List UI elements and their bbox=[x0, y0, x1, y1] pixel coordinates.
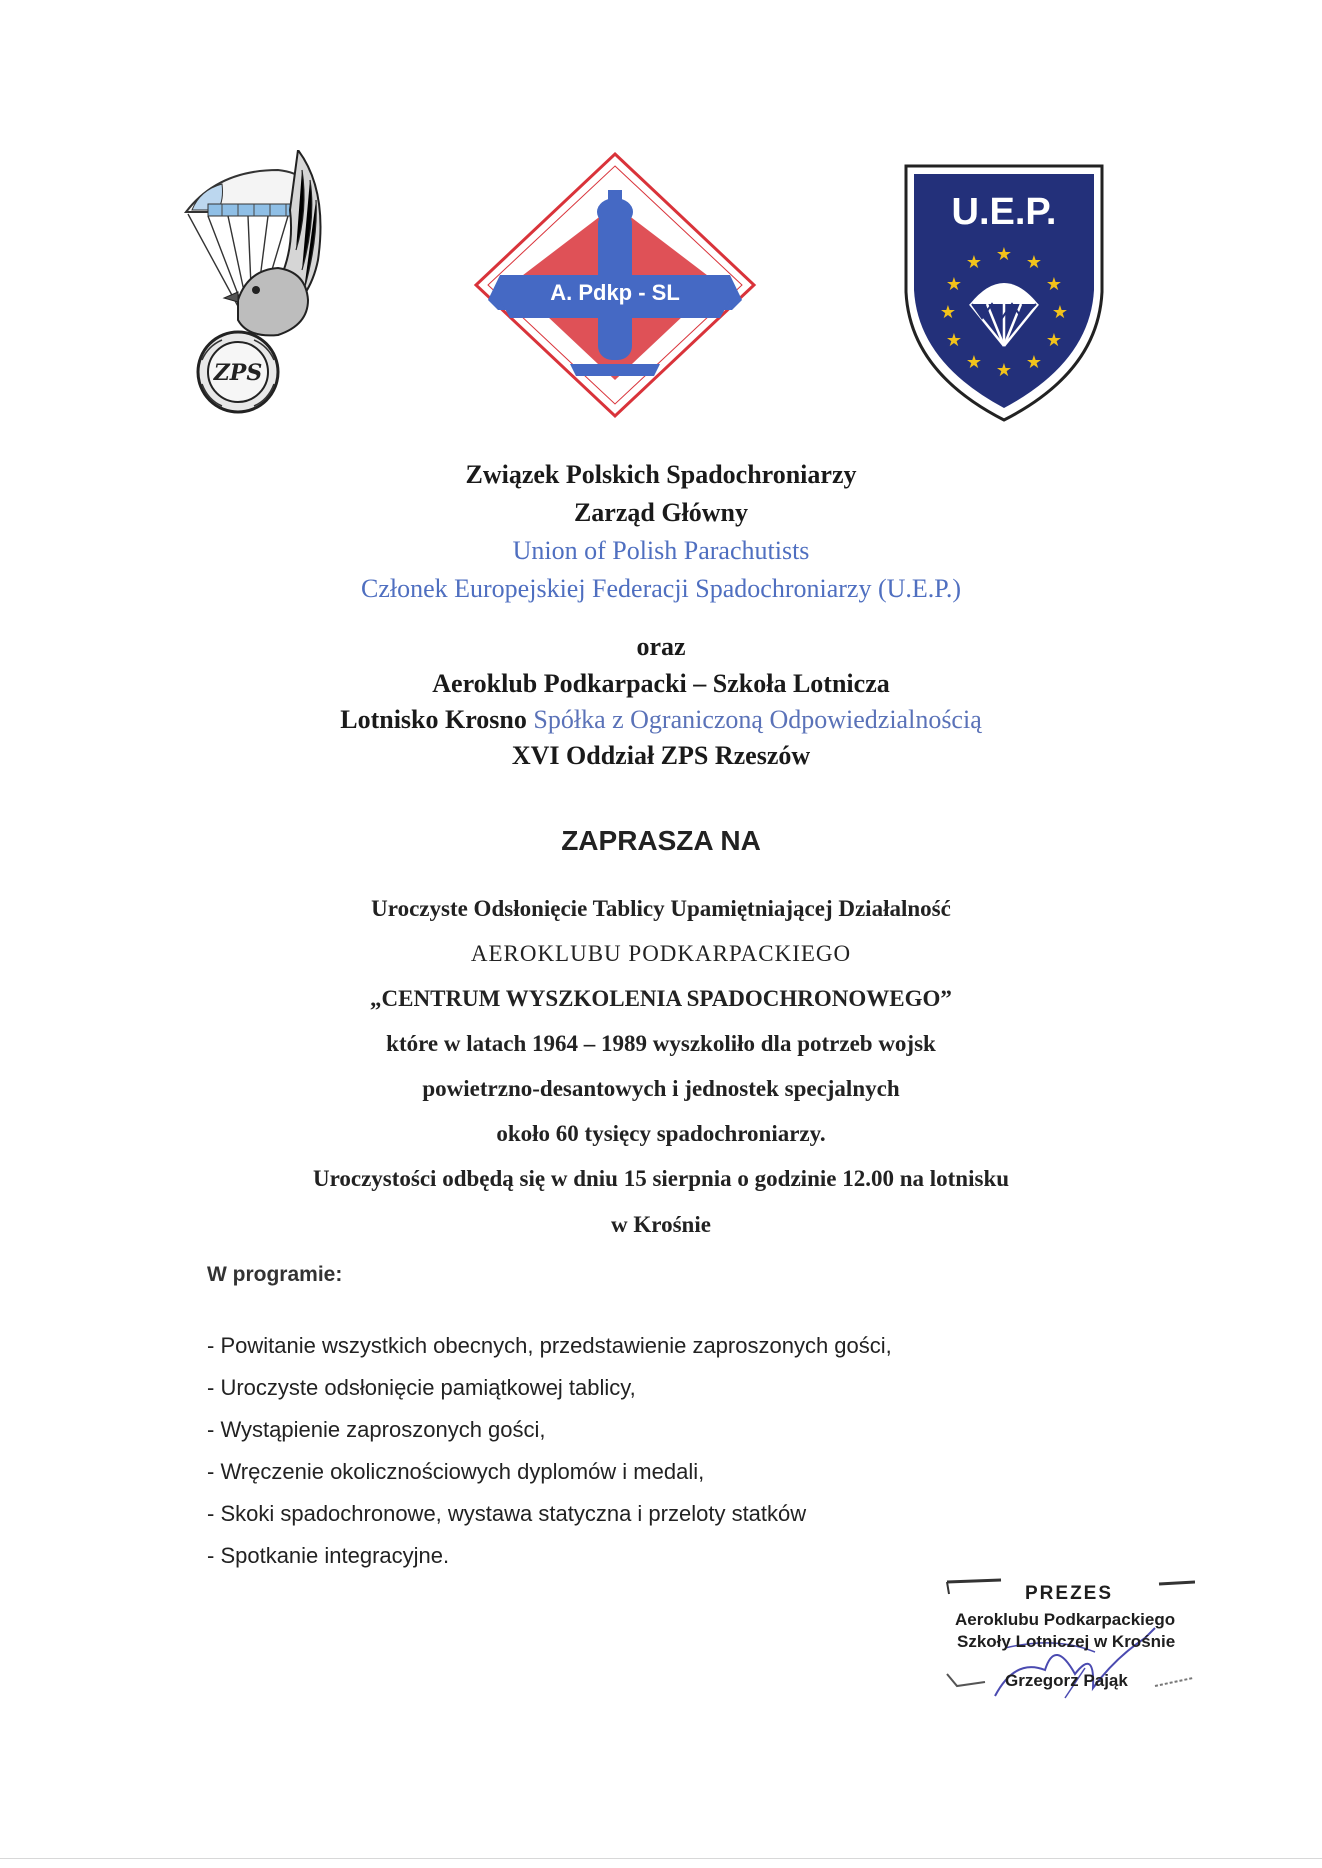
zps-eagle-parachute-emblem-icon bbox=[178, 150, 358, 418]
invite-title: ZAPRASZA NA bbox=[561, 825, 761, 856]
uep-shield-parachute-stars-icon bbox=[902, 162, 1106, 426]
program-list bbox=[207, 1325, 892, 1577]
org-title-line: Związek Polskich Spadochroniarzy bbox=[465, 460, 857, 489]
airport-name: Lotnisko Krosno bbox=[340, 705, 527, 734]
program-item: - Uroczyste odsłonięcie pamiątkowej tablicy, bbox=[207, 1375, 636, 1400]
svg-text:★: ★ bbox=[945, 274, 963, 295]
program-item: - Wręczenie okolicznościowych dyplomów i medali, bbox=[207, 1459, 705, 1484]
president-stamp bbox=[945, 1578, 1195, 1706]
program-item: - Spotkanie integracyjne. bbox=[207, 1543, 450, 1568]
org-board-line: Zarząd Główny bbox=[573, 498, 749, 527]
stamp-line-1: Aeroklubu Podkarpackiego bbox=[955, 1610, 1176, 1629]
aeroclub-line: Aeroklub Podkarpacki – Szkoła Lotnicza bbox=[432, 669, 890, 698]
svg-text:★: ★ bbox=[945, 330, 963, 351]
event-line-6: około 60 tysięcy spadochroniarzy. bbox=[496, 1121, 826, 1146]
stamp-line-2: Szkoły Lotniczej w Krośnie bbox=[957, 1632, 1176, 1651]
event-line-1: Uroczyste Odsłonięcie Tablicy Upamiętniającej Działalność bbox=[371, 896, 951, 921]
stamp-title: PREZES bbox=[1025, 1583, 1114, 1604]
svg-text:★: ★ bbox=[995, 360, 1013, 381]
event-line-3: „CENTRUM WYSZKOLENIA SPADOCHRONOWEGO” bbox=[370, 986, 952, 1011]
conjunction-line: oraz bbox=[636, 632, 686, 661]
aeroclub-airplane-diamond-icon bbox=[470, 150, 760, 420]
program-label: W programie: bbox=[207, 1263, 343, 1286]
svg-text:★: ★ bbox=[965, 252, 983, 273]
scan-edge-divider bbox=[0, 1858, 1322, 1859]
branch-line: XVI Oddział ZPS Rzeszów bbox=[511, 741, 811, 770]
svg-text:★: ★ bbox=[1045, 274, 1063, 295]
event-line-2: AEROKLUBU PODKARPACKIEGO bbox=[470, 941, 852, 966]
event-line-5: powietrzno-desantowych i jednostek specjalnych bbox=[422, 1076, 900, 1101]
program-item: - Wystąpienie zaproszonych gości, bbox=[207, 1417, 546, 1442]
svg-text:★: ★ bbox=[1045, 330, 1063, 351]
event-line-8: w Krośnie bbox=[611, 1212, 711, 1237]
zps-emblem-text: ZPS bbox=[213, 360, 263, 386]
org-membership-line: Członek Europejskiej Federacji Spadochroniarzy (U.E.P.) bbox=[361, 574, 961, 603]
svg-text:★: ★ bbox=[995, 244, 1013, 265]
svg-text:★: ★ bbox=[1051, 302, 1069, 323]
airport-line bbox=[0, 705, 1322, 735]
program-item: - Skoki spadochronowe, wystawa statyczna i przeloty statków bbox=[207, 1501, 807, 1526]
svg-text:★: ★ bbox=[965, 352, 983, 373]
company-type: Spółka z Ograniczoną Odpowiedzialnością bbox=[533, 705, 982, 734]
uep-logo-text: U.E.P. bbox=[951, 191, 1057, 233]
event-line-7: Uroczystości odbędą się w dniu 15 sierpnia o godzinie 12.00 na lotnisku bbox=[312, 1166, 1010, 1191]
svg-text:★: ★ bbox=[1025, 352, 1043, 373]
event-line-4: które w latach 1964 – 1989 wyszkoliło dla potrzeb wojsk bbox=[386, 1031, 936, 1056]
aeroclub-logo-text: A. Pdkp - SL bbox=[550, 280, 680, 305]
program-item: - Powitanie wszystkich obecnych, przedstawienie zaproszonych gości, bbox=[207, 1333, 892, 1358]
stamp-name: Grzegorz Pająk bbox=[1005, 1671, 1128, 1690]
svg-text:★: ★ bbox=[939, 302, 957, 323]
svg-text:★: ★ bbox=[1025, 252, 1043, 273]
org-english-name: Union of Polish Parachutists bbox=[512, 536, 810, 565]
